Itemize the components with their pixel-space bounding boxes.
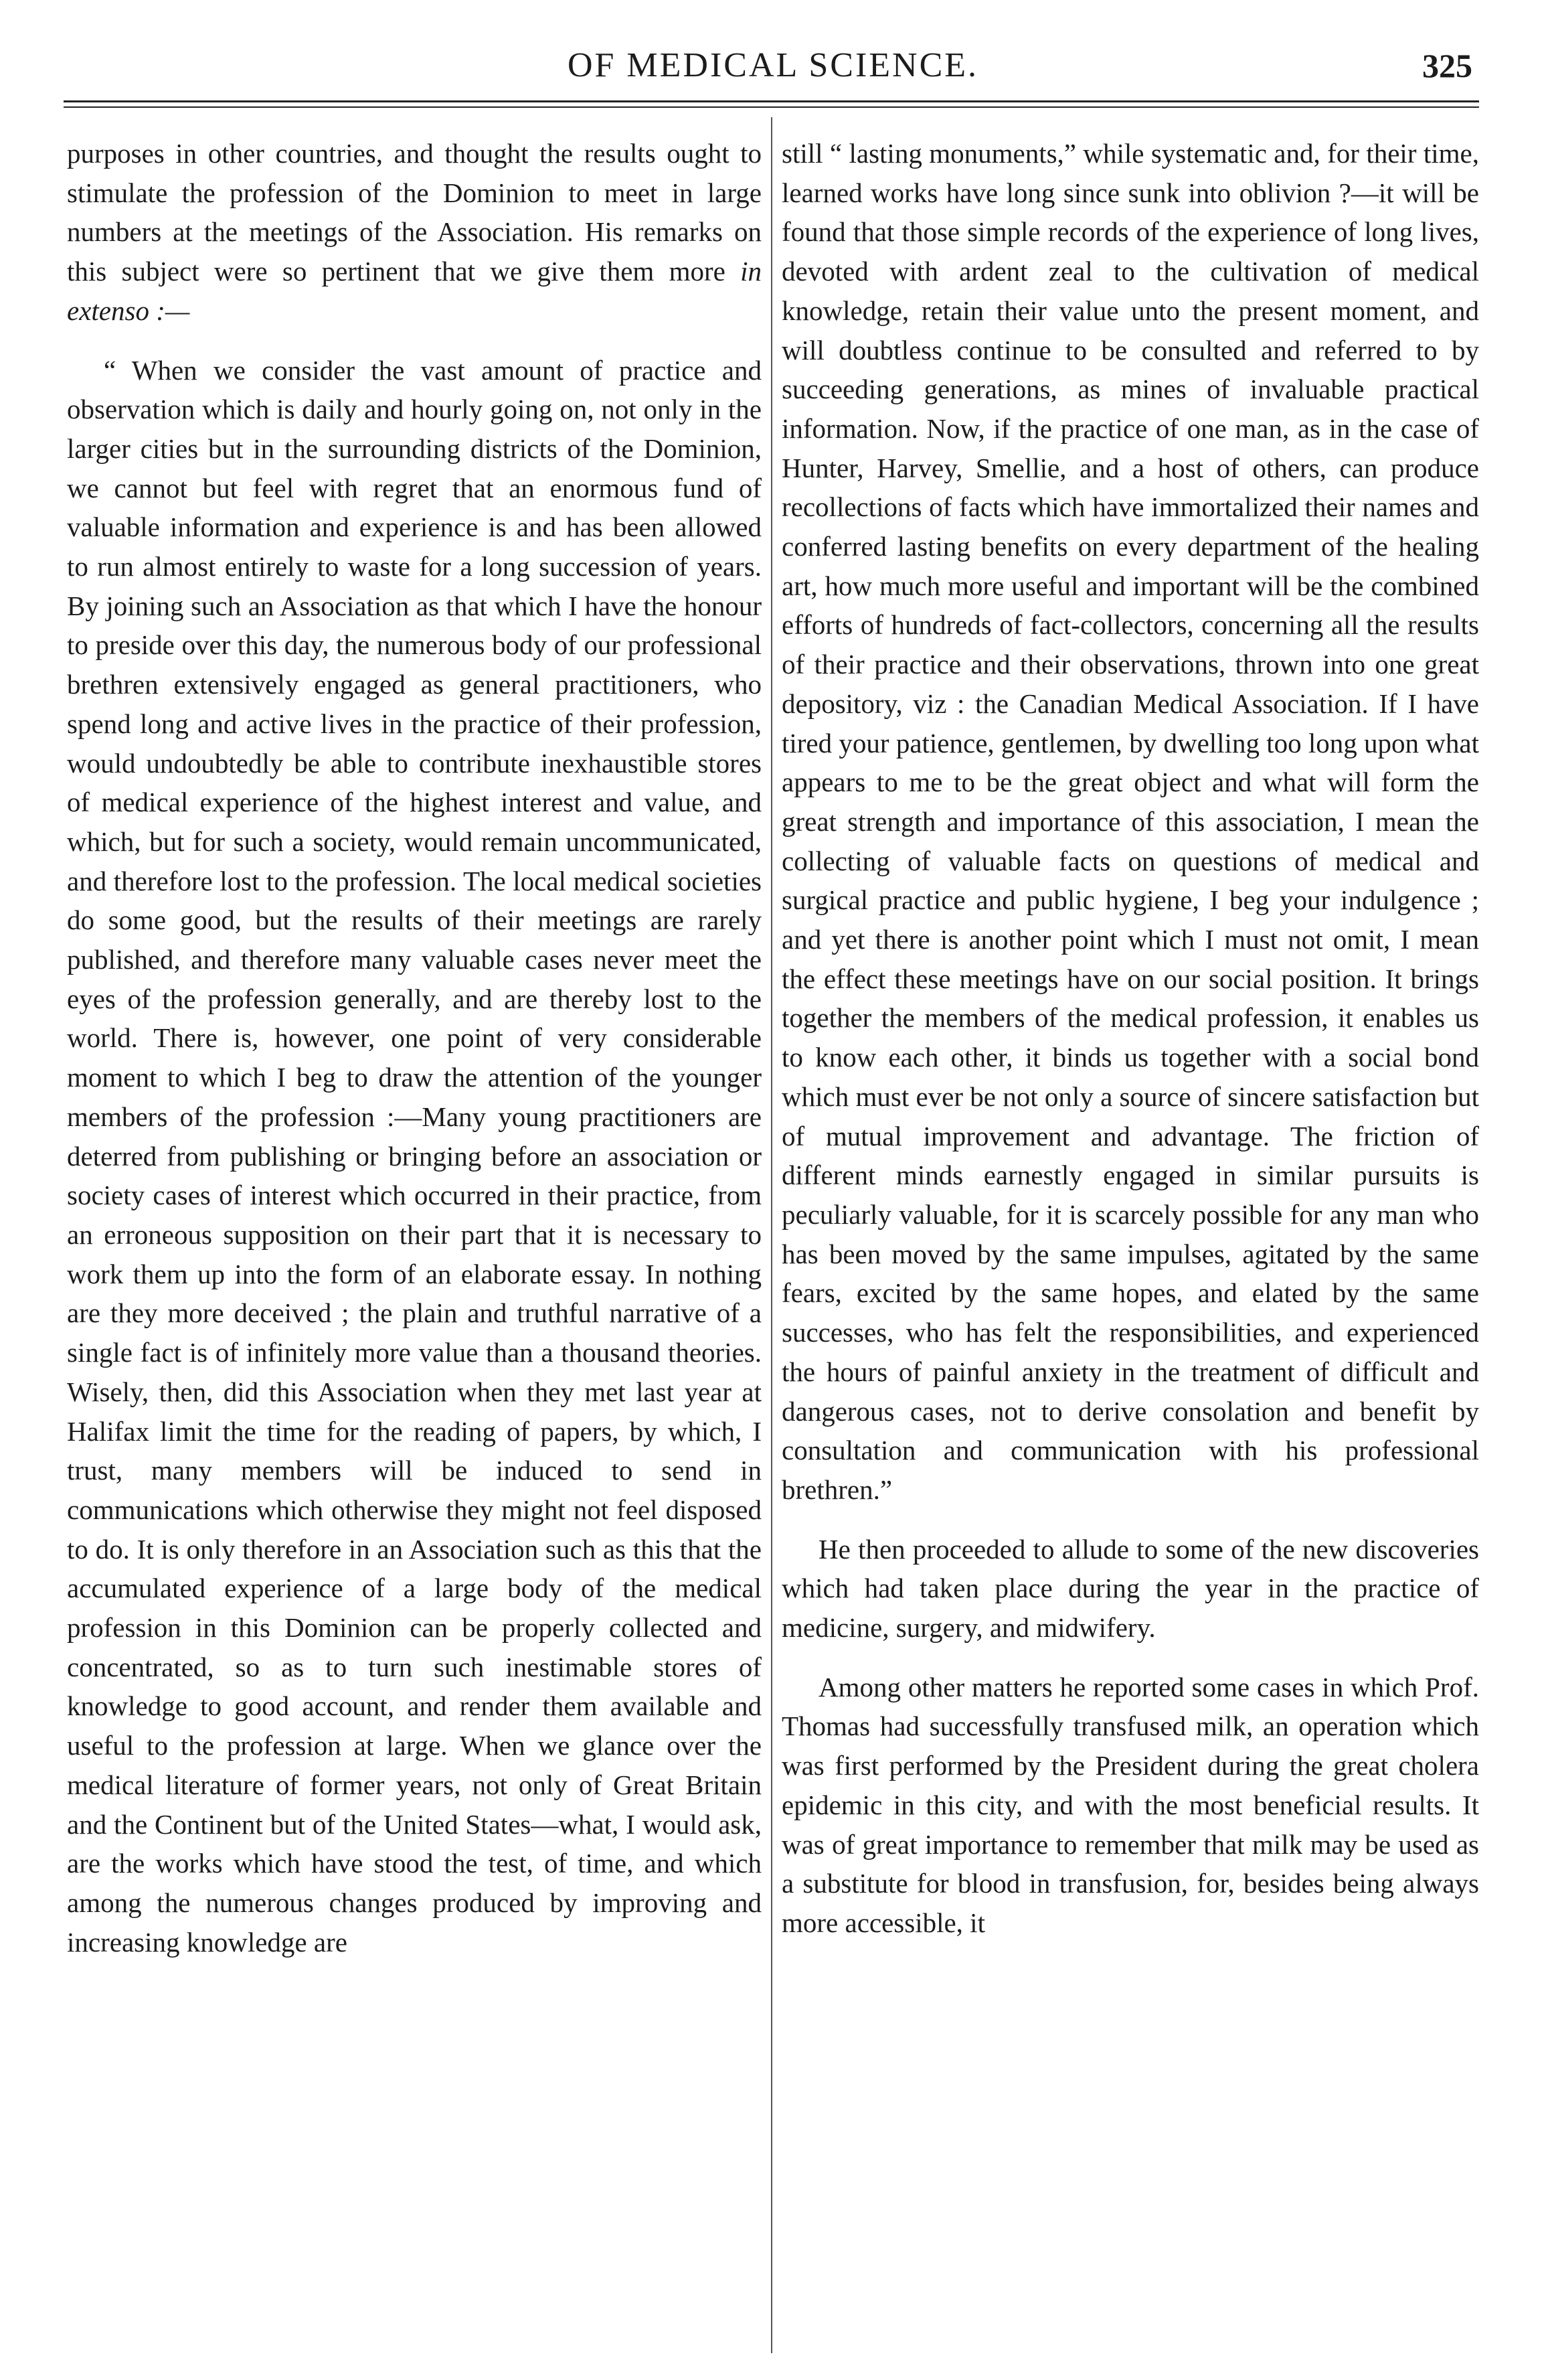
paragraph-intro [67, 134, 762, 331]
paragraph-intro-text: purposes in other countries, and thought the results ought to stimulate the profession of the Dominion to meet in large numbers at the meetings of the Association. His remarks on this subject were so pertinent that we give them more [67, 138, 762, 287]
column-divider [771, 117, 772, 2353]
paragraph-address-quote: “ When we consider the vast amount of practice and observation which is daily and hourly going on, not only in the larger cities but in the surrounding districts of the Dominion, we cannot but feel with regret that an enormous fund of valuable information and experience is and has been allowed to run almost entirely to waste for a long succession of years. By joining such an Association as that which I have the honour to preside over this day, the numerous body of our professional brethren extensively engaged as general practitioners, who spend long and active lives in the practice of their profession, would undoubtedly be able to contribute inexhaustible stores of medical experience of the highest interest and value, and which, but for such a society, would remain uncommunicated, and therefore lost to the profession. The local medical societies do some good, but the results of their meetings are rarely published, and therefore many valuable cases never meet the eyes of the profession generally, and are thereby lost to the world. There is, however, one point of very considerable moment to which I beg to draw the attention of the younger members of the profession :—Many young practitioners are deterred from publishing or bringing before an association or society cases of interest which occurred in their practice, from an erroneous supposition on their part that it is necessary to work them up into the form of an elaborate essay. In nothing are they more deceived ; the plain and truthful narrative of a single fact is of infinitely more value than a thousand theories. Wisely, then, did this Association when they met last year at Halifax limit the time for the reading of papers, by which, I trust, many members will be induced to send in communications which otherwise they might not feel disposed to do. It is only therefore in an Association such as this that the accumulated experience of a large body of the medical profession in this Dominion can be properly collected and concentrated, so as to turn such inestimable stores of knowledge to good account, and render them available and useful to the profession at large. When we glance over the medical literature of former years, not only of Great Britain and the Continent but of the United States—what, I would ask, are the works which have stood the test, of time, and which among the numerous changes produced by improving and increasing knowledge are [67, 354, 762, 1958]
paragraph-milk-transfusion: Among other matters he reported some cases in which Prof. Thomas had successfully transfused milk, an operation which was first performed by the President during the great cholera epidemic in this city, and with the most beneficial results. It was of great importance to remember that milk may be used as a substitute for blood in transfusion, for, besides being always more accessible, it [782, 1671, 1479, 1938]
right-column [782, 134, 1479, 2357]
paragraph-quote-continued: still “ lasting monuments,” while systematic and, for their time, learned works have long since sunk into oblivion ?—it will be found that those simple records of the experience of long lives, devoted with ardent zeal to the cultivation of medical knowledge, retain their value unto the present moment, and will doubtless continue to be consulted and referred to by succeeding generations, as mines of invaluable practical information. Now, if the practice of one man, as in the case of Hunter, Harvey, Smellie, and a host of others, can produce recollections of facts which have immortalized their names and conferred lasting benefits on every department of the healing art, how much more useful and important will be the combined efforts of hundreds of fact-collectors, concerning all the results of their practice and their observations, thrown into one great depository, viz : the Canadian Medical Association. If I have tired your patience, gentlemen, by dwelling too long upon what appears to me to be the great object and what will form the great strength and importance of this association, I mean the collecting of valuable facts on questions of medical and surgical practice and public hygiene, I beg your indulgence ; and yet there is another point which I must not omit, I mean the effect these meetings have on our social position. It brings together the members of the medical profession, it enables us to know each other, it binds us together with a social bond which must ever be not only a source of sincere satisfaction but of mutual improvement and advantage. The friction of different minds earnestly engaged in similar pursuits is peculiarly valuable, for it is scarcely possible for any man who has been moved by the same impulses, agitated by the same fears, excited by the same hopes, and elated by the same successes, who has felt the responsibilities, and experienced the hours of painful anxiety in the treatment of difficult and dangerous cases, not to derive consolation and benefit by consultation and communication with his professional brethren.” [782, 138, 1479, 1505]
paragraph-new-discoveries: He then proceeded to allude to some of the new discoveries which had taken place during the year in the practice of medicine, surgery, and midwifery. [782, 1533, 1479, 1644]
running-title: OF MEDICAL SCIENCE. [567, 46, 979, 84]
header-rule [64, 100, 1479, 108]
in-extenso-emphasis: in extenso :— [67, 256, 762, 326]
left-column [67, 134, 762, 2357]
page-number: 325 [1422, 47, 1472, 84]
running-head [0, 39, 1546, 92]
